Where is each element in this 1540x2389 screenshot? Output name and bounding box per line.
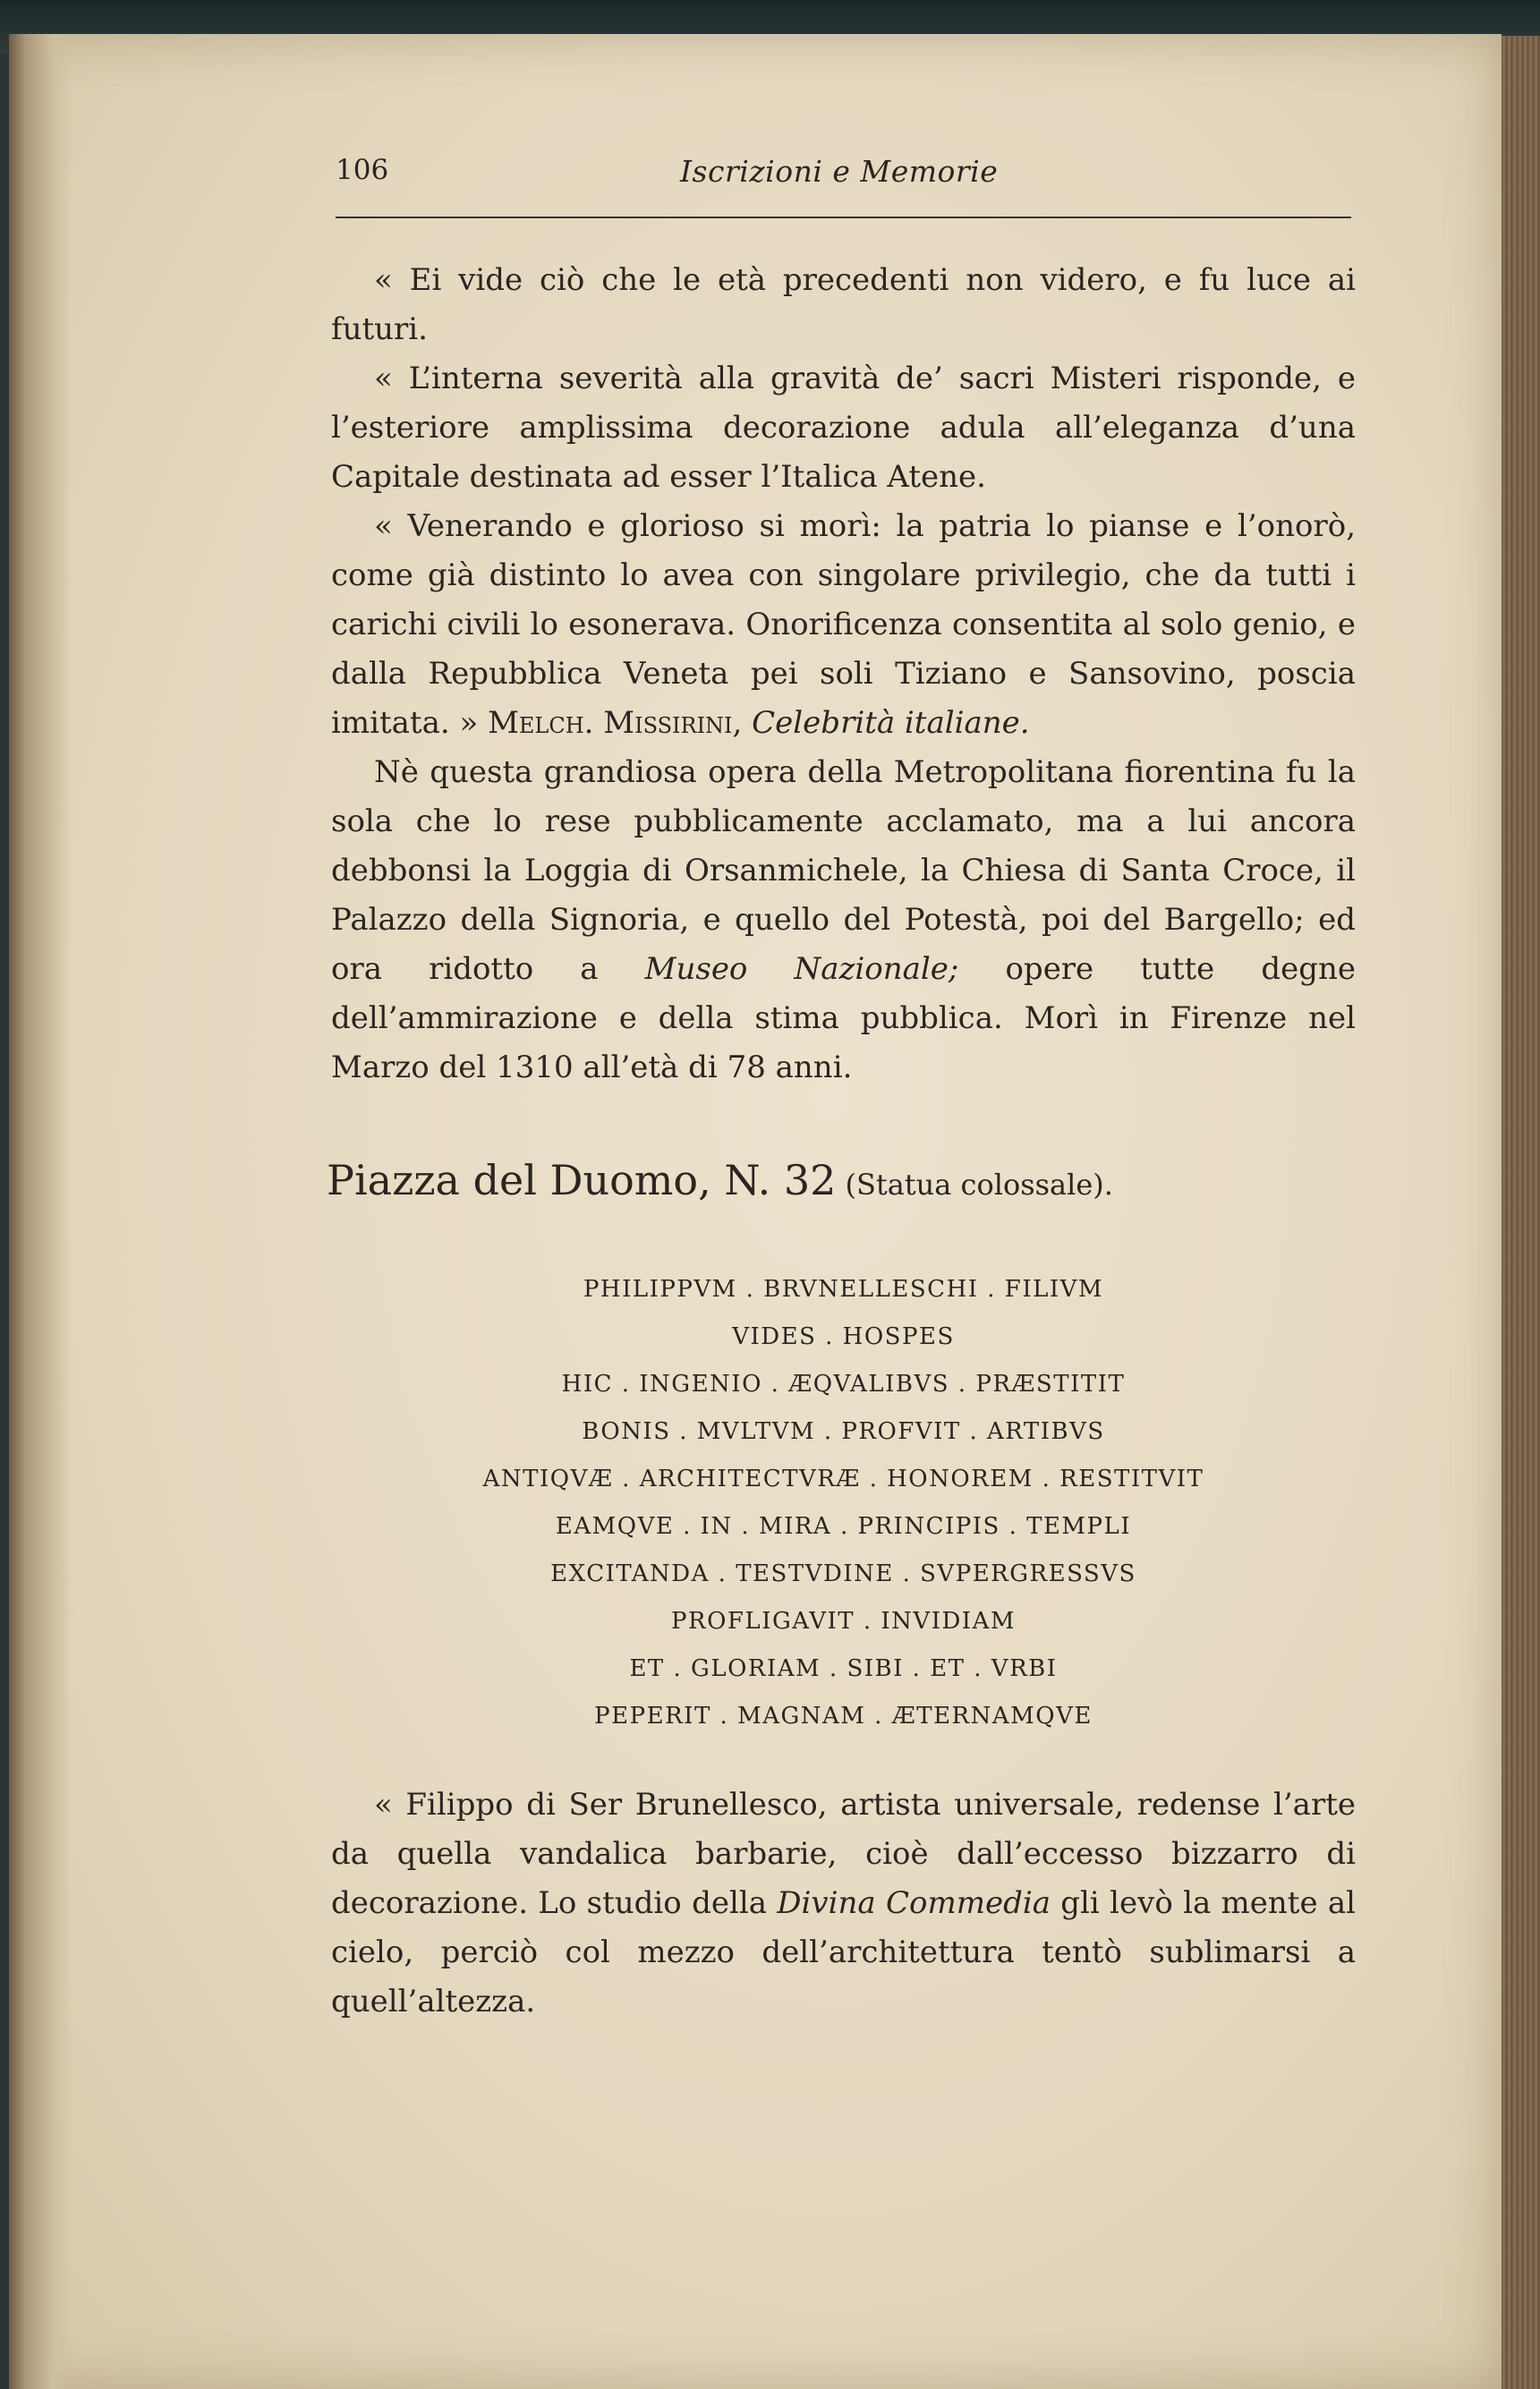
paragraph-2: « L’interna severità alla gravità de’ sacri Misteri risponde, e l’esteriore amplissima decorazione adula all’eleganza d’una Capitale destinata ad esser l’Italica Atene. [331,361,1356,495]
paragraph-1: « Ei vide ciò che le età precedenti non videro, e fu luce ai futuri. [331,262,1356,347]
upper-text-block [331,256,1356,1092]
inscription-line: BONIS . MVLTVM . PROFVIT . ARTIBVS [582,1418,1105,1445]
paragraph-3 [331,502,1356,748]
inscription-line: PHILIPPVM . BRVNELLESCHI . FILIVM [583,1276,1104,1303]
work-title: Divina Commedia [777,1885,1051,1921]
inscription-line: PROFLIGAVIT . INVIDIAM [671,1608,1016,1635]
inscription-line: PEPERIT . MAGNAM . ÆTERNAMQVE [594,1703,1093,1730]
paragraph-5 [331,1781,1356,2027]
inscription-line: EAMQVE . IN . MIRA . PRINCIPIS . TEMPLI [555,1513,1132,1540]
section-title: Piazza del Duomo, N. 32 [327,1156,837,1204]
header-rule [336,217,1351,218]
inscription-line: HIC . INGENIO . ÆQVALIBVS . PRÆSTITIT [561,1371,1126,1398]
paragraph-5-start: « Filippo di Ser Brunellesco, artista universale, redense l’arte da quella vandalica barbarie, cioè dall’eccesso bizzarro di decorazione. Lo studio della [331,1787,1356,1921]
inscription-line: ANTIQVÆ . ARCHITECTVRÆ . HONOREM . RESTITVIT [482,1466,1204,1492]
inscription-line: ET . GLORIAM . SIBI . ET . VRBI [629,1655,1058,1682]
citation-author: Melch. Missirini, [488,705,743,741]
latin-inscription [331,1266,1356,1740]
citation-work: Celebrità italiane. [752,705,1030,741]
paragraph-4-end: opere tutte degne dell’ammirazione e della stima pubblica. Morì in Firenze nel Marzo del 1310 all’età di 78 anni. [331,951,1357,1085]
page-header [336,154,1351,199]
paragraph-4 [331,748,1356,1092]
inscription-line: VIDES . HOSPES [732,1323,955,1350]
museum-name: Museo Nazionale; [644,951,959,987]
paragraph-3-quote: « Venerando e glorioso si morì: la patria lo pianse e l’onorò, come già distinto lo avea con singolare privilegio, che da tutti i carichi civili lo esonerava. Onorificenza consentita al solo genio, e dalla Repubblica Veneta pei soli Tiziano e Sansovino, poscia imitata. » [331,508,1356,741]
paragraph-4-start: Nè questa grandiosa opera della Metropolitana fiorentina fu la sola che lo rese pubblicamente acclamato, ma a lui ancora debbonsi la Loggia di Orsanmichele, la Chiesa di Santa Croce, il Palazzo della Signoria, e quello del Potestà, poi del Bargello; ed ora ridotto a [331,754,1356,987]
lower-text-block [331,1781,1356,2027]
running-title: Iscrizioni e Memorie [680,154,999,189]
page-number: 106 [336,154,389,186]
section-heading [327,1156,1400,1204]
section-subtitle: (Statua colossale). [845,1168,1113,1202]
page-gutter [9,34,72,2389]
paragraph-5-end: gli levò la mente al cielo, perciò col mezzo dell’architettura tentò sublimarsi a quell’altezza. [331,1885,1357,2019]
inscription-line: EXCITANDA . TESTVDINE . SVPERGRESSVS [550,1560,1136,1587]
